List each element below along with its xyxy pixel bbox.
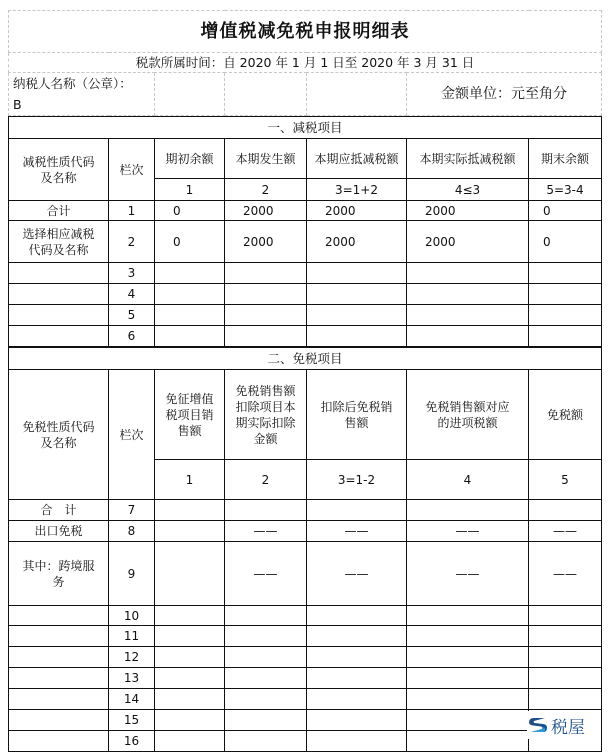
value-cell[interactable]: —— — [307, 521, 407, 542]
row-name — [9, 606, 109, 626]
row-line-number: 8 — [109, 521, 155, 542]
value-cell[interactable] — [155, 606, 225, 626]
row-name: 合 计 — [9, 500, 109, 521]
row-line-number: 15 — [109, 710, 155, 731]
value-cell[interactable] — [155, 500, 225, 521]
value-cell[interactable] — [529, 689, 602, 710]
value-cell[interactable] — [225, 284, 307, 305]
row-name — [9, 647, 109, 668]
value-cell[interactable] — [307, 626, 407, 647]
row-name — [9, 326, 109, 347]
row-line-number: 6 — [109, 326, 155, 347]
col-header-line: 栏次 — [109, 370, 155, 500]
value-cell[interactable] — [307, 500, 407, 521]
section-title-exemption: 二、免税项目 — [9, 348, 602, 370]
value-cell[interactable] — [225, 305, 307, 326]
value-cell[interactable] — [155, 542, 225, 606]
value-cell[interactable] — [307, 731, 407, 752]
value-cell[interactable]: 0 — [529, 221, 602, 263]
value-cell[interactable] — [529, 305, 602, 326]
value-cell[interactable] — [155, 284, 225, 305]
row-name: 出口免税 — [9, 521, 109, 542]
table-row — [9, 710, 602, 731]
value-cell[interactable] — [225, 668, 307, 689]
table-row — [9, 731, 602, 752]
row-name — [9, 710, 109, 731]
row-name: 其中：跨境服务 — [9, 542, 109, 606]
value-cell[interactable] — [155, 731, 225, 752]
table-row — [9, 647, 602, 668]
value-cell[interactable] — [307, 305, 407, 326]
formula: 1 — [155, 179, 225, 201]
value-cell[interactable]: —— — [407, 542, 529, 606]
row-line-number: 1 — [109, 201, 155, 221]
value-cell[interactable] — [529, 326, 602, 347]
table-row — [9, 284, 602, 305]
value-cell[interactable] — [529, 626, 602, 647]
value-cell[interactable] — [407, 731, 529, 752]
row-line-number: 4 — [109, 284, 155, 305]
value-cell[interactable]: 0 — [529, 201, 602, 221]
value-cell[interactable] — [225, 326, 307, 347]
table-row — [9, 201, 602, 221]
value-cell[interactable] — [307, 710, 407, 731]
watermark-text: 税屋 — [551, 717, 585, 738]
watermark-logo — [527, 711, 601, 739]
taxpayer-label: 纳税人名称（公章）： — [13, 76, 132, 91]
row-name: 选择相应减税代码及名称 — [9, 221, 109, 263]
table-row — [9, 542, 602, 606]
blank-cell — [155, 73, 225, 116]
value-cell[interactable] — [407, 710, 529, 731]
value-cell[interactable] — [529, 668, 602, 689]
value-cell[interactable] — [407, 626, 529, 647]
value-cell[interactable] — [407, 500, 529, 521]
formula: 1 — [155, 460, 225, 500]
value-cell[interactable]: 0 — [155, 201, 225, 221]
value-cell[interactable] — [225, 710, 307, 731]
formula: 5 — [529, 460, 602, 500]
table-row — [9, 305, 602, 326]
value-cell[interactable] — [307, 263, 407, 284]
reduction-table — [8, 116, 602, 347]
value-cell[interactable]: —— — [529, 521, 602, 542]
value-cell[interactable] — [407, 284, 529, 305]
row-name — [9, 668, 109, 689]
col-header: 本期发生额 — [225, 139, 307, 179]
col-header-name: 减税性质代码及名称 — [9, 139, 109, 201]
value-cell[interactable] — [155, 521, 225, 542]
row-line-number: 9 — [109, 542, 155, 606]
col-header: 期初余额 — [155, 139, 225, 179]
formula: 5=3-4 — [529, 179, 602, 201]
col-header-name: 免税性质代码及名称 — [9, 370, 109, 500]
value-cell[interactable]: 2000 — [225, 201, 307, 221]
value-cell[interactable]: 2000 — [407, 201, 529, 221]
row-line-number: 3 — [109, 263, 155, 284]
declaration-form — [8, 10, 601, 752]
value-cell[interactable] — [307, 326, 407, 347]
row-line-number: 2 — [109, 221, 155, 263]
value-cell[interactable]: 2000 — [307, 201, 407, 221]
row-line-number: 13 — [109, 668, 155, 689]
col-header: 本期应抵减税额 — [307, 139, 407, 179]
value-cell[interactable] — [529, 606, 602, 626]
col-header: 免税销售额对应的进项税额 — [407, 370, 529, 460]
value-cell[interactable] — [529, 263, 602, 284]
value-cell[interactable]: 0 — [155, 221, 225, 263]
col-header: 扣除后免税销售额 — [307, 370, 407, 460]
value-cell[interactable] — [407, 647, 529, 668]
value-cell[interactable]: —— — [407, 521, 529, 542]
value-cell[interactable] — [307, 668, 407, 689]
value-cell[interactable] — [225, 647, 307, 668]
blank-cell — [225, 73, 307, 116]
table-row — [9, 521, 602, 542]
value-cell[interactable]: —— — [225, 542, 307, 606]
page-title: 增值税减免税申报明细表 — [9, 11, 602, 53]
value-cell[interactable] — [307, 689, 407, 710]
col-header: 免税销售额扣除项目本期实际扣除金额 — [225, 370, 307, 460]
exemption-table — [8, 347, 602, 752]
amount-unit: 金额单位：元至角分 — [407, 73, 602, 116]
value-cell[interactable] — [529, 500, 602, 521]
col-header: 期末余额 — [529, 139, 602, 179]
table-row — [9, 626, 602, 647]
row-name — [9, 626, 109, 647]
value-cell[interactable] — [529, 647, 602, 668]
value-cell[interactable]: —— — [225, 521, 307, 542]
s-logo-icon — [527, 714, 549, 736]
value-cell[interactable] — [407, 668, 529, 689]
value-cell[interactable] — [225, 731, 307, 752]
value-cell[interactable] — [155, 647, 225, 668]
row-line-number: 11 — [109, 626, 155, 647]
value-cell[interactable]: —— — [529, 542, 602, 606]
value-cell[interactable] — [155, 626, 225, 647]
row-line-number: 16 — [109, 731, 155, 752]
value-cell[interactable] — [155, 710, 225, 731]
value-cell[interactable]: 2000 — [307, 221, 407, 263]
row-name: 合计 — [9, 201, 109, 221]
form-header — [8, 10, 602, 116]
table-row — [9, 326, 602, 347]
row-line-number: 10 — [109, 606, 155, 626]
col-header: 本期实际抵减税额 — [407, 139, 529, 179]
value-cell[interactable] — [407, 606, 529, 626]
value-cell[interactable] — [155, 305, 225, 326]
row-name — [9, 689, 109, 710]
formula: 4 — [407, 460, 529, 500]
table-row — [9, 668, 602, 689]
formula: 2 — [225, 179, 307, 201]
value-cell[interactable] — [155, 668, 225, 689]
row-name — [9, 731, 109, 752]
value-cell[interactable] — [155, 326, 225, 347]
col-header-line: 栏次 — [109, 139, 155, 201]
col-header: 免税额 — [529, 370, 602, 460]
value-cell[interactable] — [307, 647, 407, 668]
row-name — [9, 263, 109, 284]
value-cell[interactable] — [225, 500, 307, 521]
value-cell[interactable] — [407, 326, 529, 347]
value-cell[interactable] — [407, 263, 529, 284]
row-line-number: 14 — [109, 689, 155, 710]
value-cell[interactable] — [155, 263, 225, 284]
col-header: 免征增值税项目销售额 — [155, 370, 225, 460]
value-cell[interactable] — [155, 689, 225, 710]
value-cell[interactable] — [307, 606, 407, 626]
row-line-number: 5 — [109, 305, 155, 326]
table-row — [9, 221, 602, 263]
blank-cell — [307, 73, 407, 116]
value-cell[interactable] — [529, 284, 602, 305]
table-row — [9, 500, 602, 521]
table-row — [9, 263, 602, 284]
value-cell[interactable] — [225, 606, 307, 626]
value-cell[interactable]: 2000 — [407, 221, 529, 263]
table-row — [9, 606, 602, 626]
value-cell[interactable] — [407, 689, 529, 710]
tax-period: 税款所属时间：自 2020 年 1 月 1 日至 2020 年 3 月 31 日 — [9, 53, 602, 73]
value-cell[interactable] — [225, 626, 307, 647]
row-name — [9, 284, 109, 305]
row-line-number: 12 — [109, 647, 155, 668]
formula: 4≤3 — [407, 179, 529, 201]
row-name — [9, 305, 109, 326]
taxpayer-value[interactable]: B — [13, 97, 22, 112]
value-cell[interactable]: 2000 — [225, 221, 307, 263]
formula: 3=1-2 — [307, 460, 407, 500]
formula: 2 — [225, 460, 307, 500]
value-cell[interactable] — [225, 263, 307, 284]
formula: 3=1+2 — [307, 179, 407, 201]
value-cell[interactable] — [225, 689, 307, 710]
value-cell[interactable] — [407, 305, 529, 326]
row-line-number: 7 — [109, 500, 155, 521]
taxpayer-cell — [9, 73, 155, 116]
table-row — [9, 689, 602, 710]
value-cell[interactable]: —— — [307, 542, 407, 606]
value-cell[interactable] — [307, 284, 407, 305]
section-title-reduction: 一、减税项目 — [9, 117, 602, 139]
